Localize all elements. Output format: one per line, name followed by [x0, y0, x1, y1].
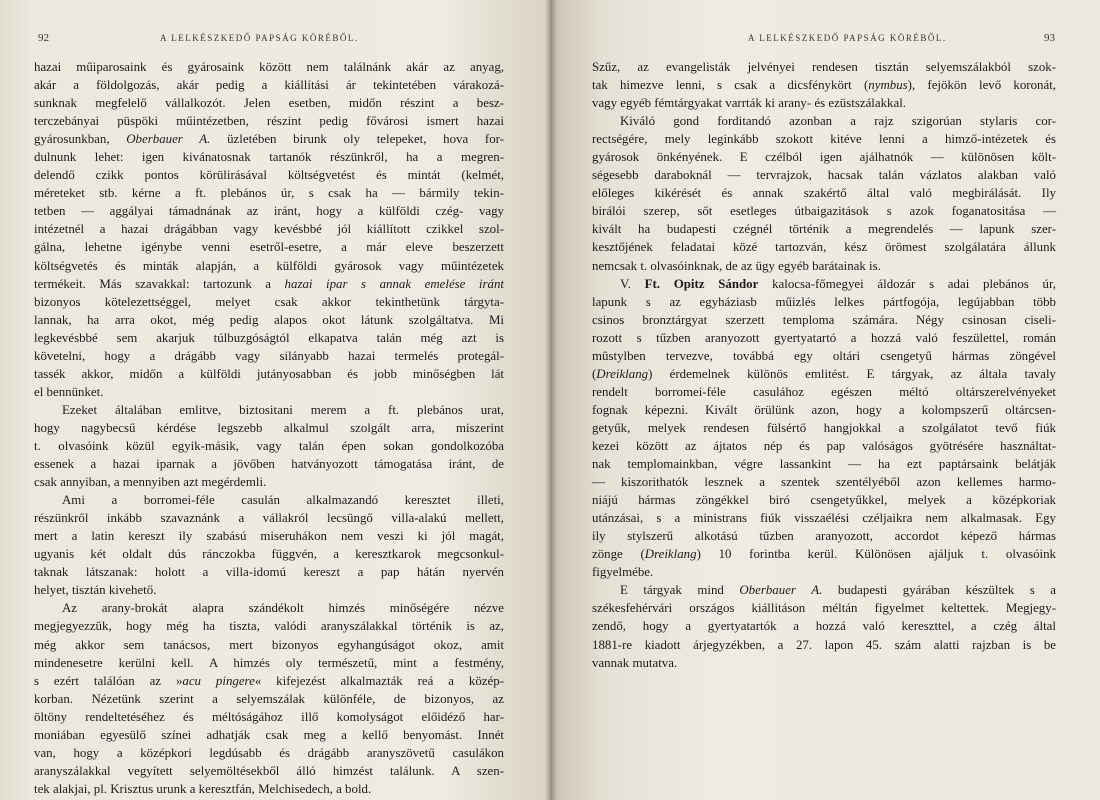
text-line: hogy nagybecsű kérdése legszebb alkalmul szolgált arra, miszerint — [34, 420, 504, 435]
text-line: essenek a hazai iparnak a jövőben hatványozott támogatása iránt, de — [34, 457, 504, 472]
text-line: bizonyos kötelezettséggel, melyet csak akkor tekinthetünk tárgyta- — [34, 294, 504, 309]
left-page-text — [34, 58, 504, 798]
text-line: rectségére, mely leginkább szokott kitéve lenni a himző-intézetek és — [592, 132, 1056, 147]
text-line: mindenesetre kerülni kell. A himzés oly természetű, mint a festmény, — [34, 655, 504, 670]
text-line: méreteket stb. kérne a ft. plebános úr, s csak ha — bármily tekin- — [34, 186, 504, 201]
text-line: kivált ha budapesti czégnél történik a megrendelés — lapunk szer- — [592, 222, 1056, 237]
text-line: tetben — aggályai támadnának az iránt, hogy a külföldi czég- vagy — [34, 204, 504, 219]
text-line: s ezért találóan az »acu pingere« kifejezést alkalmazták reá a közép- — [34, 673, 504, 688]
text-line: lapunk s az egyháziasb műizlés lelkes pártfogója, legújabban több — [592, 294, 1056, 309]
text-line: nak templomainkban, végre lassankint — ha ezt paptársaink belátják — [592, 457, 1056, 472]
text-line: még akkor sem tanácsos, mert bizonyos egyhangúságot okoz, amit — [34, 637, 504, 652]
text-line: niájú hármas zöngékkel biró csengetyűkkel, melyek a középkoriak — [592, 493, 1056, 508]
text-line: Ami a borromei-féle casulán alkalmazandó keresztet illeti, — [62, 493, 504, 508]
running-title: A LELKÉSZKEDŐ PAPSÁG KÖRÉBŐL. — [160, 33, 359, 43]
text-line: — kiszorithatók lesznek a szentek szentélyéből azon kellemes harmo- — [592, 475, 1056, 490]
text-line: tassék akkor, midőn a külföldi jutányosabban és jobb minőségben lát — [34, 366, 504, 381]
text-line: t. olvasóink közül egyik-másik, vagy talán épen sokan gondolkozóba — [34, 438, 504, 453]
text-line: csinos bronztárgyat szerzett temploma számára. Négy csinosan ciseli- — [592, 312, 1056, 327]
right-page — [550, 0, 1100, 800]
text-line: csak annyiban, a mennyiben azt megérdemli. — [34, 475, 267, 490]
text-line: vannak mutatva. — [592, 655, 678, 670]
text-line: mûstylben tervezve, továbbá egy oltári csengetyű hármas zöngével — [592, 348, 1056, 363]
text-line: öltöny rendeltetéséhez és méltóságához illő komolyságot előidéző har- — [34, 709, 504, 724]
text-line: kezei között az ájtatos nép és pap valóságos gyötrésére használtat- — [592, 438, 1056, 453]
text-line: dulnunk lehet: igen kivánatosnak tartanók részünkről, ha a megren- — [34, 150, 504, 165]
text-line: tak himezve lenni, s csak a dicsfénykört (nymbus), fejökön levő koronát, — [592, 78, 1056, 93]
text-line: helyet, tisztán kivehető. — [34, 583, 157, 598]
running-title: A LELKÉSZKEDŐ PAPSÁG KÖRÉBŐL. — [748, 33, 947, 43]
text-line: kesztőjének feladatai közé tartozván, kész örömest szolgálatára állunk — [592, 240, 1056, 255]
text-line: figyelmébe. — [592, 565, 654, 580]
text-line: lannak, ha arra okot, még pedig alapos okot látunk szolgáltatva. Mi — [34, 312, 504, 327]
text-line: megjegyezzük, hogy még ha tiszta, valódi aranyszálakkal történik is az, — [34, 619, 504, 634]
text-line: tek alakjai, pl. Krisztus urunk a keresztfán, Melchisedech, a bold. — [34, 781, 372, 796]
text-line: Szűz, az evangelisták jelvényei rendesen tisztán selyemszálakból szok- — [592, 60, 1056, 74]
text-line: előleges kikérését és annak szakértő által való megbirálását. Ily — [592, 186, 1056, 201]
text-line: költségvetés és minták alapján, a külföldi gyárosok vagy műintézetek — [34, 258, 504, 273]
book-gutter — [545, 0, 557, 800]
text-line: (Dreiklang) érdemelnek különös emlitést. E tárgyak, az általa tavaly — [592, 366, 1056, 381]
text-line: ily stylszerű alkotású tűzben aranyozott, accordot képező hármas — [592, 529, 1056, 544]
text-line: birálói szerep, sőt esetleges útbaigazitások s azok foganatositása — — [592, 204, 1056, 219]
text-line: mert a latin kereszt ily szabású miseruhákon nem veszi ki jól magát, — [34, 529, 504, 544]
text-line: gyárosok önkényének. E czélból igen ajálhatnók — különösen költ- — [592, 150, 1056, 165]
text-line: aranyszálakkal vegyített selyemöltésekből álló himzést találunk. A szen- — [34, 763, 504, 778]
right-page-text — [592, 58, 1056, 672]
page-number: 93 — [1044, 32, 1055, 44]
text-line: rozott s tűzben aranyozott gyertyatartó a hozzá való feszülettel, román — [592, 330, 1056, 345]
text-line: zönge (Dreiklang) 10 forintba kerül. Különösen ajáljuk t. olvasóink — [592, 547, 1057, 562]
text-line: ségesebb daraboknál — tervrajzok, hacsak talán vázlatos alakban való — [592, 168, 1056, 183]
text-line: terczebányai püspöki műintézetben, részint pedig fővárosi ismert hazai — [34, 114, 504, 129]
text-line: 1881-re kiadott árjegyzékben, a 27. lapon 45. szám alatti rajzban is be — [592, 637, 1056, 652]
text-line: V. Ft. Opitz Sándor kalocsa-főmegyei áldozár s adai plebános úr, — [620, 276, 1056, 291]
text-line: Ezeket általában emlitve, biztositani merem a ft. plebános urat, — [62, 402, 504, 417]
text-line: rendelt borromei-féle casulához egészen méltó oltárszerelvényeket — [592, 384, 1056, 399]
left-page-header — [0, 30, 550, 50]
text-line: delendő czikk pontos körülirásával költségvetést és mintát (kelmét, — [34, 168, 504, 183]
text-line: E tárgyak mind Oberbauer A. budapesti gyárában készültek s a — [620, 583, 1056, 598]
text-line: zendő, hogy a gyertyatartók a hozzá való kereszttel, a czég által — [592, 619, 1056, 634]
text-line: taknak látszanak: holott a villa-idomú kereszt a pap hátán nyervén — [34, 565, 504, 580]
text-line: moniában egyesülő színei adhatják csak meg a kellő benyomást. Innét — [34, 727, 504, 742]
text-line: Az arany-brokát alapra szándékolt himzés minőségére nézve — [62, 601, 504, 616]
text-line: akár a földolgozás, akár pedig a kiállítási ár tekintetében várakozá- — [34, 78, 504, 93]
text-line: székesfehérvári országos kiállitáson méltán figyelmet keltettek. Megjegy- — [592, 601, 1056, 616]
text-line: sunknak megfelelő vállalkozót. Jelen esetben, midőn részint a besz- — [34, 96, 504, 111]
text-line: getyűk, melyek rendesen fülsértő hangjokkal a szolgálatot tevő fiúk — [592, 420, 1056, 435]
text-line: ugyanis két oldalt dús ránczokba függvén, a keresztkarok megcsonkul- — [34, 547, 504, 562]
right-page-header — [550, 30, 1100, 50]
text-line: intézetnél a hazai drágábban vagy kevésbbé jól kiállított czikkel szol- — [34, 222, 504, 237]
text-line: gálna, lehetne igénybe venni esetről-esetre, a már eleve beszerzett — [34, 240, 504, 255]
text-line: vagy egyéb fémtárgyakat varrták ki arany- és ezüstszálakkal. — [592, 96, 907, 111]
text-line: utánzásai, s a ministrans fiúk visszaélési czéljaikra nem alkalmasak. Egy — [592, 511, 1056, 526]
text-line: termékeit. Más szavakkal: tartozunk a hazai ipar s annak emelése iránt — [34, 276, 504, 291]
page-number: 92 — [38, 32, 49, 44]
text-line: fognak képezni. Kivált örülünk azon, hogy a kolompszerű oltárcsen- — [592, 402, 1056, 417]
text-line: hazai műiparosaink és gyárosaink között nem találnánk akár az anyag, — [34, 60, 504, 74]
text-line: részünkről inkább szavaznánk a vállakról lecsüngő villa-alakú mellett, — [34, 511, 504, 526]
text-line: van, hogy a középkori legdúsabb és drágább aranyszövetű casulákon — [34, 745, 504, 760]
text-line: legkevésbbé sem akarjuk túlbuzgóságtól elkapatva talán még azt is — [34, 330, 504, 345]
text-line: korban. Nézetünk szerint a selyemszálak különféle, de bizonyos, az — [34, 691, 504, 706]
text-line: Kiváló gond forditandó azonban a rajz szigorúan stylaris cor- — [620, 114, 1056, 129]
text-line: nemcsak t. olvasóinknak, de az ügy egyéb barátainak is. — [592, 258, 881, 273]
text-line: el bennünket. — [34, 384, 104, 399]
text-line: követelni, hogy a drágább vagy silányabb hazai termelés protegál- — [34, 348, 504, 363]
text-line: gyárosunkban, Oberbauer A. üzletében birunk oly telepeket, hova for- — [34, 132, 504, 147]
